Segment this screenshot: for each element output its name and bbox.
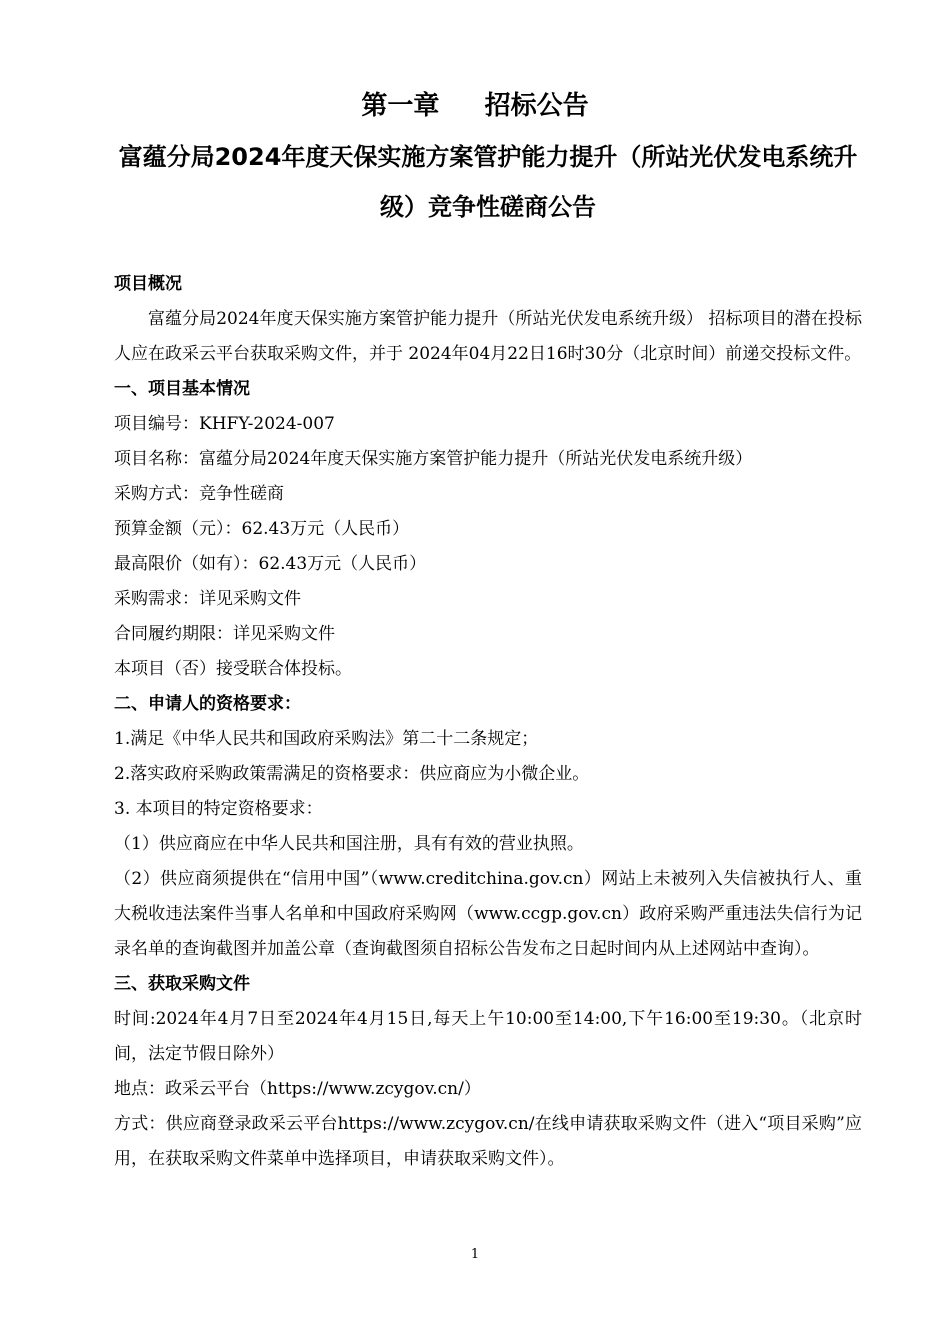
qualification-3-2: （2）供应商须提供在“信用中国”（www.creditchina.gov.cn）网站上未被列入失信被执行人、重大税收违法案件当事人名单和中国政府采购网（www.ccgp.gov.cn）政府采购严重违法失信行为记录名单的查询截图并加盖公章（查询截图须自招标公告发布之日起时间内从上述网站中查询）。 [114, 869, 862, 959]
budget-amount: 预算金额（元）：62.43万元（人民币） [114, 519, 410, 539]
qualification-1: 1.满足《中华人民共和国政府采购法》第二十二条规定； [114, 729, 539, 749]
qualification-2: 2.落实政府采购政策需满足的资格要求：供应商应为小微企业。 [114, 764, 590, 784]
section3-heading: 三、获取采购文件 [114, 974, 250, 994]
chapter-heading: 第一章 招标公告 [361, 91, 589, 121]
section1-heading: 一、项目基本情况 [114, 379, 250, 399]
page-number: 1 [470, 1247, 480, 1262]
acquisition-time: 时间:2024年4月7日至2024年4月15日,每天上午10:00至14:00,下午16:00至19:30。（北京时间，法定节假日除外） [114, 1009, 862, 1064]
project-number: 项目编号：KHFY-2024-007 [114, 414, 335, 434]
document-title: 富蕴分局2024年度天保实施方案管护能力提升（所站光伏发电系统升级）竞争性磋商公告 [118, 143, 858, 221]
contract-period: 合同履约期限：详见采购文件 [114, 624, 335, 644]
max-price: 最高限价（如有）：62.43万元（人民币） [114, 554, 427, 574]
acquisition-method: 方式：供应商登录政采云平台https://www.zcygov.cn/在线申请获取采购文件（进入“项目采购”应用，在获取采购文件菜单中选择项目，申请获取采购文件）。 [114, 1114, 862, 1169]
overview-text: 富蕴分局2024年度天保实施方案管护能力提升（所站光伏发电系统升级） 招标项目的潜在投标人应在政采云平台获取采购文件，并于 2024年04月22日16时30分（北京时间）前递交投标文件。 [114, 309, 862, 364]
section2-heading: 二、申请人的资格要求： [114, 694, 301, 714]
consortium-bidding: 本项目（否）接受联合体投标。 [114, 659, 352, 679]
project-name: 项目名称：富蕴分局2024年度天保实施方案管护能力提升（所站光伏发电系统升级） [114, 449, 753, 469]
qualification-3-1: （1）供应商应在中华人民共和国注册，具有有效的营业执照。 [114, 834, 584, 854]
document-body [114, 267, 862, 1177]
acquisition-location: 地点：政采云平台（https://www.zcygov.cn/） [114, 1079, 481, 1099]
procurement-method: 采购方式：竞争性磋商 [114, 484, 284, 504]
overview-heading: 项目概况 [114, 274, 182, 294]
procurement-requirement: 采购需求：详见采购文件 [114, 589, 301, 609]
qualification-3: 3. 本项目的特定资格要求： [114, 799, 323, 819]
